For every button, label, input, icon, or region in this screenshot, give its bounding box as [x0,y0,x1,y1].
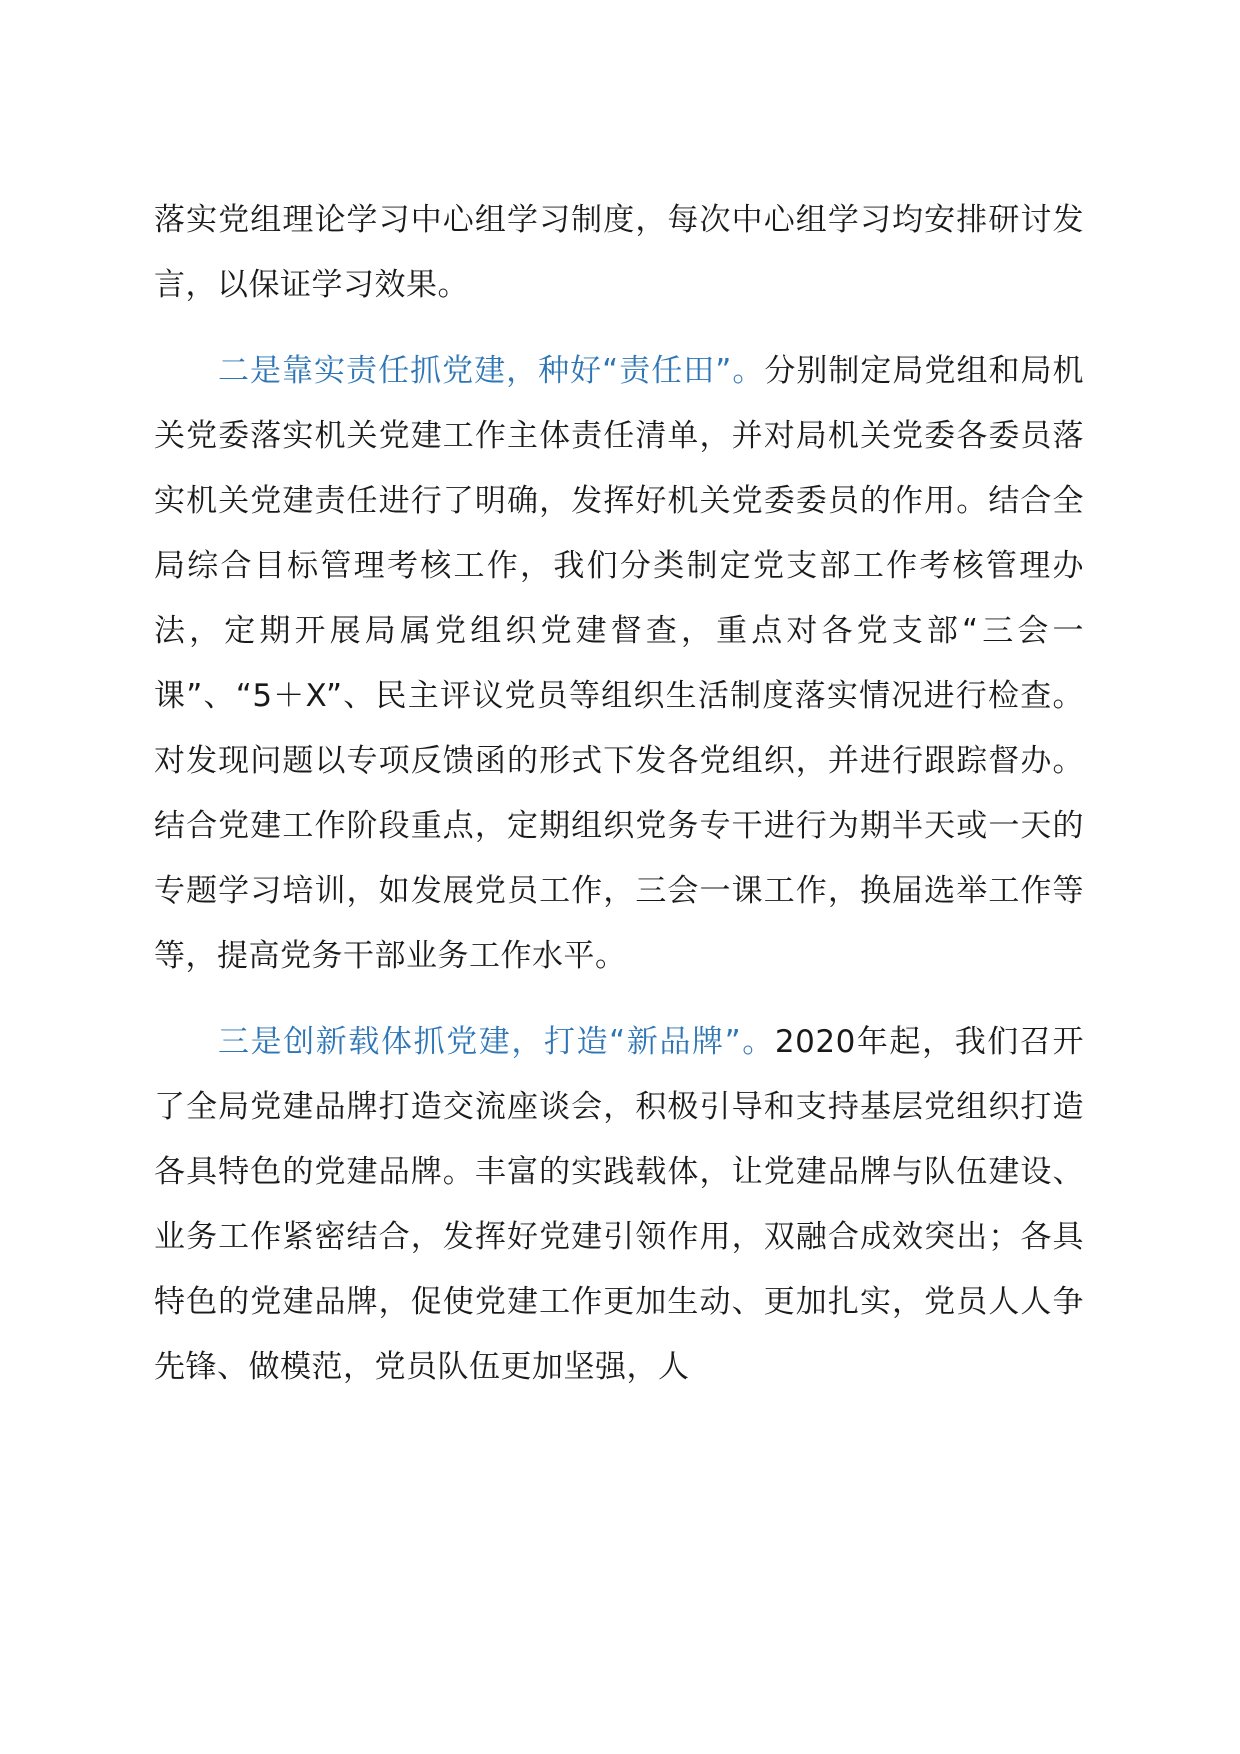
paragraph-point-three [154,1010,1084,1400]
paragraph-point-two [154,339,1084,989]
paragraph-body-text: 2020年起，我们召开了全局党建品牌打造交流座谈会，积极引导和支持基层党组织打造各具特色的党建品牌。丰富的实践载体，让党建品牌与队伍建设、业务工作紧密结合，发挥好党建引领作用，双融合成效突出；各具特色的党建品牌，促使党建工作更加生动、更加扎实，党员人人争先锋、做模范，党员队伍更加坚强，人 [154,1024,1084,1385]
document-page [154,188,1084,1400]
paragraph-continuation [154,188,1084,318]
paragraph-body-text: 落实党组理论学习中心组学习制度，每次中心组学习均安排研讨发言，以保证学习效果。 [154,202,1084,303]
paragraph-heading: 三是创新载体抓党建，打造“新品牌”。 [218,1024,775,1060]
paragraph-heading: 二是靠实责任抓党建，种好“责任田”。 [218,353,765,389]
paragraph-body-text: 分别制定局党组和局机关党委落实机关党建工作主体责任清单，并对局机关党委各委员落实机关党建责任进行了明确，发挥好机关党委委员的作用。结合全局综合目标管理考核工作，我们分类制定党支部工作考核管理办法，定期开展局属党组织党建督查，重点对各党支部“三会一课”、“5＋X”、民主评议党员等组织生活制度落实情况进行检查。对发现问题以专项反馈函的形式下发各党组织，并进行跟踪督办。结合党建工作阶段重点，定期组织党务专干进行为期半天或一天的专题学习培训，如发展党员工作，三会一课工作，换届选举工作等等，提高党务干部业务工作水平。 [154,353,1084,974]
